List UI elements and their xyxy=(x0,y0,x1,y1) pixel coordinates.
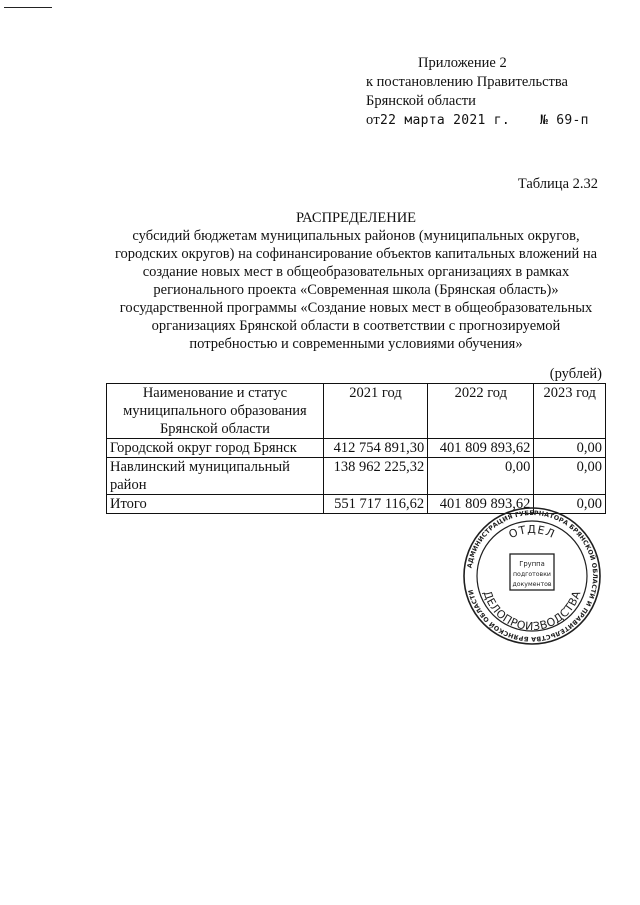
stamp-center-line1: Группа xyxy=(519,560,545,568)
row-name: Навлинский муниципальный район xyxy=(107,458,324,495)
header-name: Наименование и статус муниципального образования Брянской области xyxy=(107,384,324,439)
total-2021: 551 717 116,62 xyxy=(323,495,427,514)
row-2021: 412 754 891,30 xyxy=(323,439,427,458)
table-caption: Таблица 2.32 xyxy=(517,176,598,192)
distribution-table xyxy=(106,383,606,514)
table-row xyxy=(107,458,606,495)
stamp-outer-text: АДМИНИСТРАЦИЯ ГУБЕРНАТОРА БРЯНСКОЙ ОБЛАСТИ И ПРАВИТЕЛЬСТВА БРЯНСКОЙ ОБЛАСТИ xyxy=(466,509,599,643)
table-row xyxy=(107,439,606,458)
units-label: (рублей) xyxy=(549,366,602,382)
top-rule xyxy=(4,7,52,8)
appendix-resolution: к постановлению Правительства xyxy=(366,74,568,90)
stamp-department: ОТДЕЛ xyxy=(506,522,558,542)
stamp-center-line2: подготовки xyxy=(513,571,551,578)
row-2023: 0,00 xyxy=(534,439,606,458)
row-2023: 0,00 xyxy=(534,458,606,495)
total-label: Итого xyxy=(107,495,324,514)
row-2022: 401 809 893,62 xyxy=(428,439,534,458)
row-2021: 138 962 225,32 xyxy=(323,458,427,495)
stamp-office-work: ДЕЛОПРОИЗВОДСТВА xyxy=(480,588,584,634)
date-prefix: от xyxy=(366,112,380,128)
appendix-region: Брянской области xyxy=(366,93,476,109)
header-2022: 2022 год xyxy=(428,384,534,439)
svg-text:ОТДЕЛ xyxy=(507,523,557,541)
resolution-date: 22 марта 2021 г. xyxy=(380,113,511,128)
header-2021: 2021 год xyxy=(323,384,427,439)
official-stamp xyxy=(462,506,602,646)
total-2023: 0,00 xyxy=(534,495,606,514)
table-header-row xyxy=(107,384,606,439)
resolution-number: № 69-п xyxy=(540,113,589,128)
total-2022: 401 809 893,62 xyxy=(428,495,534,514)
appendix-block xyxy=(366,54,589,130)
row-2022: 0,00 xyxy=(428,458,534,495)
appendix-title: Приложение 2 xyxy=(418,55,507,71)
document-subtitle: субсидий бюджетам муниципальных районов (муниципальных округов, городских округов) на софинансирование объектов капитальных вложений на создание новых мест в общеобразовательных организациях в рамках регионального проекта «Современная школа (Брянская область)» государственной программы «Создание новых мест в общеобразовательных организациях Брянской области в соответствии с прогнозируемой потребностью и современными условиями обучения» xyxy=(114,228,598,352)
appendix-date-line xyxy=(366,111,589,130)
document-title: РАСПРЕДЕЛЕНИЕ xyxy=(295,210,417,226)
stamp-center-line3: документов xyxy=(512,581,552,588)
row-name: Городской округ город Брянск xyxy=(107,439,324,458)
document-heading xyxy=(106,209,606,353)
header-2023: 2023 год xyxy=(534,384,606,439)
